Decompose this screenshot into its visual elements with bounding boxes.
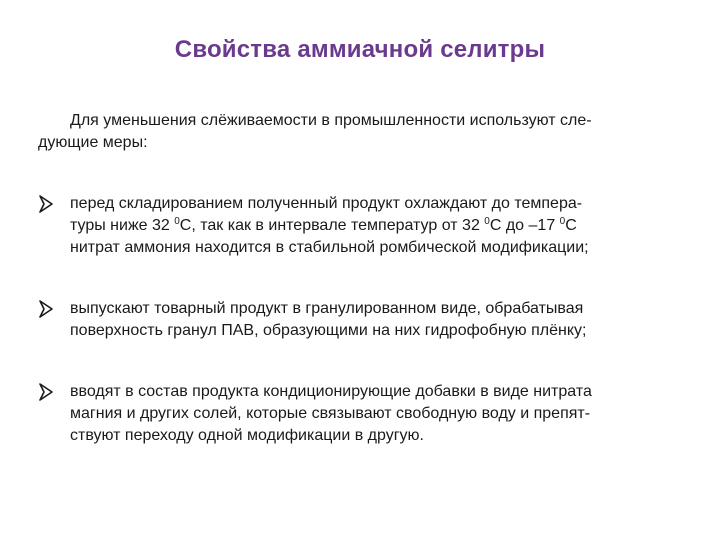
bullet-2-line-2: поверхность гранул ПАВ, образующими на них гидрофобную плёнку; <box>70 322 587 339</box>
slide-title: Свойства аммиачной селитры <box>174 36 546 63</box>
bullet-3-line-3: ствуют переходу одной модификации в другую. <box>70 427 424 444</box>
arrow-bullet-icon <box>38 299 54 319</box>
bullet-1-line-1: перед складированием полученный продукт охлаждают до темпера- <box>70 195 583 212</box>
measures-list <box>38 193 688 447</box>
arrow-bullet-icon <box>38 382 54 402</box>
bullet-1-line-2c: С до –17 <box>489 217 560 234</box>
list-item <box>38 381 688 447</box>
degree-sup: 0 <box>559 216 566 227</box>
bullet-1-line-3: нитрат аммония находится в стабильной ромбической модификации; <box>70 239 589 256</box>
degree-sup: 0 <box>484 216 490 227</box>
intro-line-1: Для уменьшения слёживаемости в промышленности используют сле- <box>70 112 592 129</box>
bullet-3-line-1: вводят в состав продукта кондиционирующие добавки в виде нитрата <box>70 383 592 400</box>
intro-line-2: дующие меры: <box>38 134 148 151</box>
bullet-1-line-2a: туры ниже 32 <box>70 217 175 234</box>
bullet-2-line-1: выпускают товарный продукт в гранулированном виде, обрабатывая <box>70 300 584 317</box>
intro-paragraph <box>38 110 688 154</box>
list-item <box>38 298 688 342</box>
bullet-3-line-2: магния и других солей, которые связывают свободную воду и препят- <box>70 405 591 422</box>
list-item <box>38 193 688 259</box>
arrow-bullet-icon <box>38 194 54 214</box>
bullet-1-line-2b: С, так как в интервале температур от 32 <box>179 217 485 234</box>
bullet-1-line-2d: С <box>565 217 577 234</box>
degree-sup: 0 <box>174 216 180 227</box>
